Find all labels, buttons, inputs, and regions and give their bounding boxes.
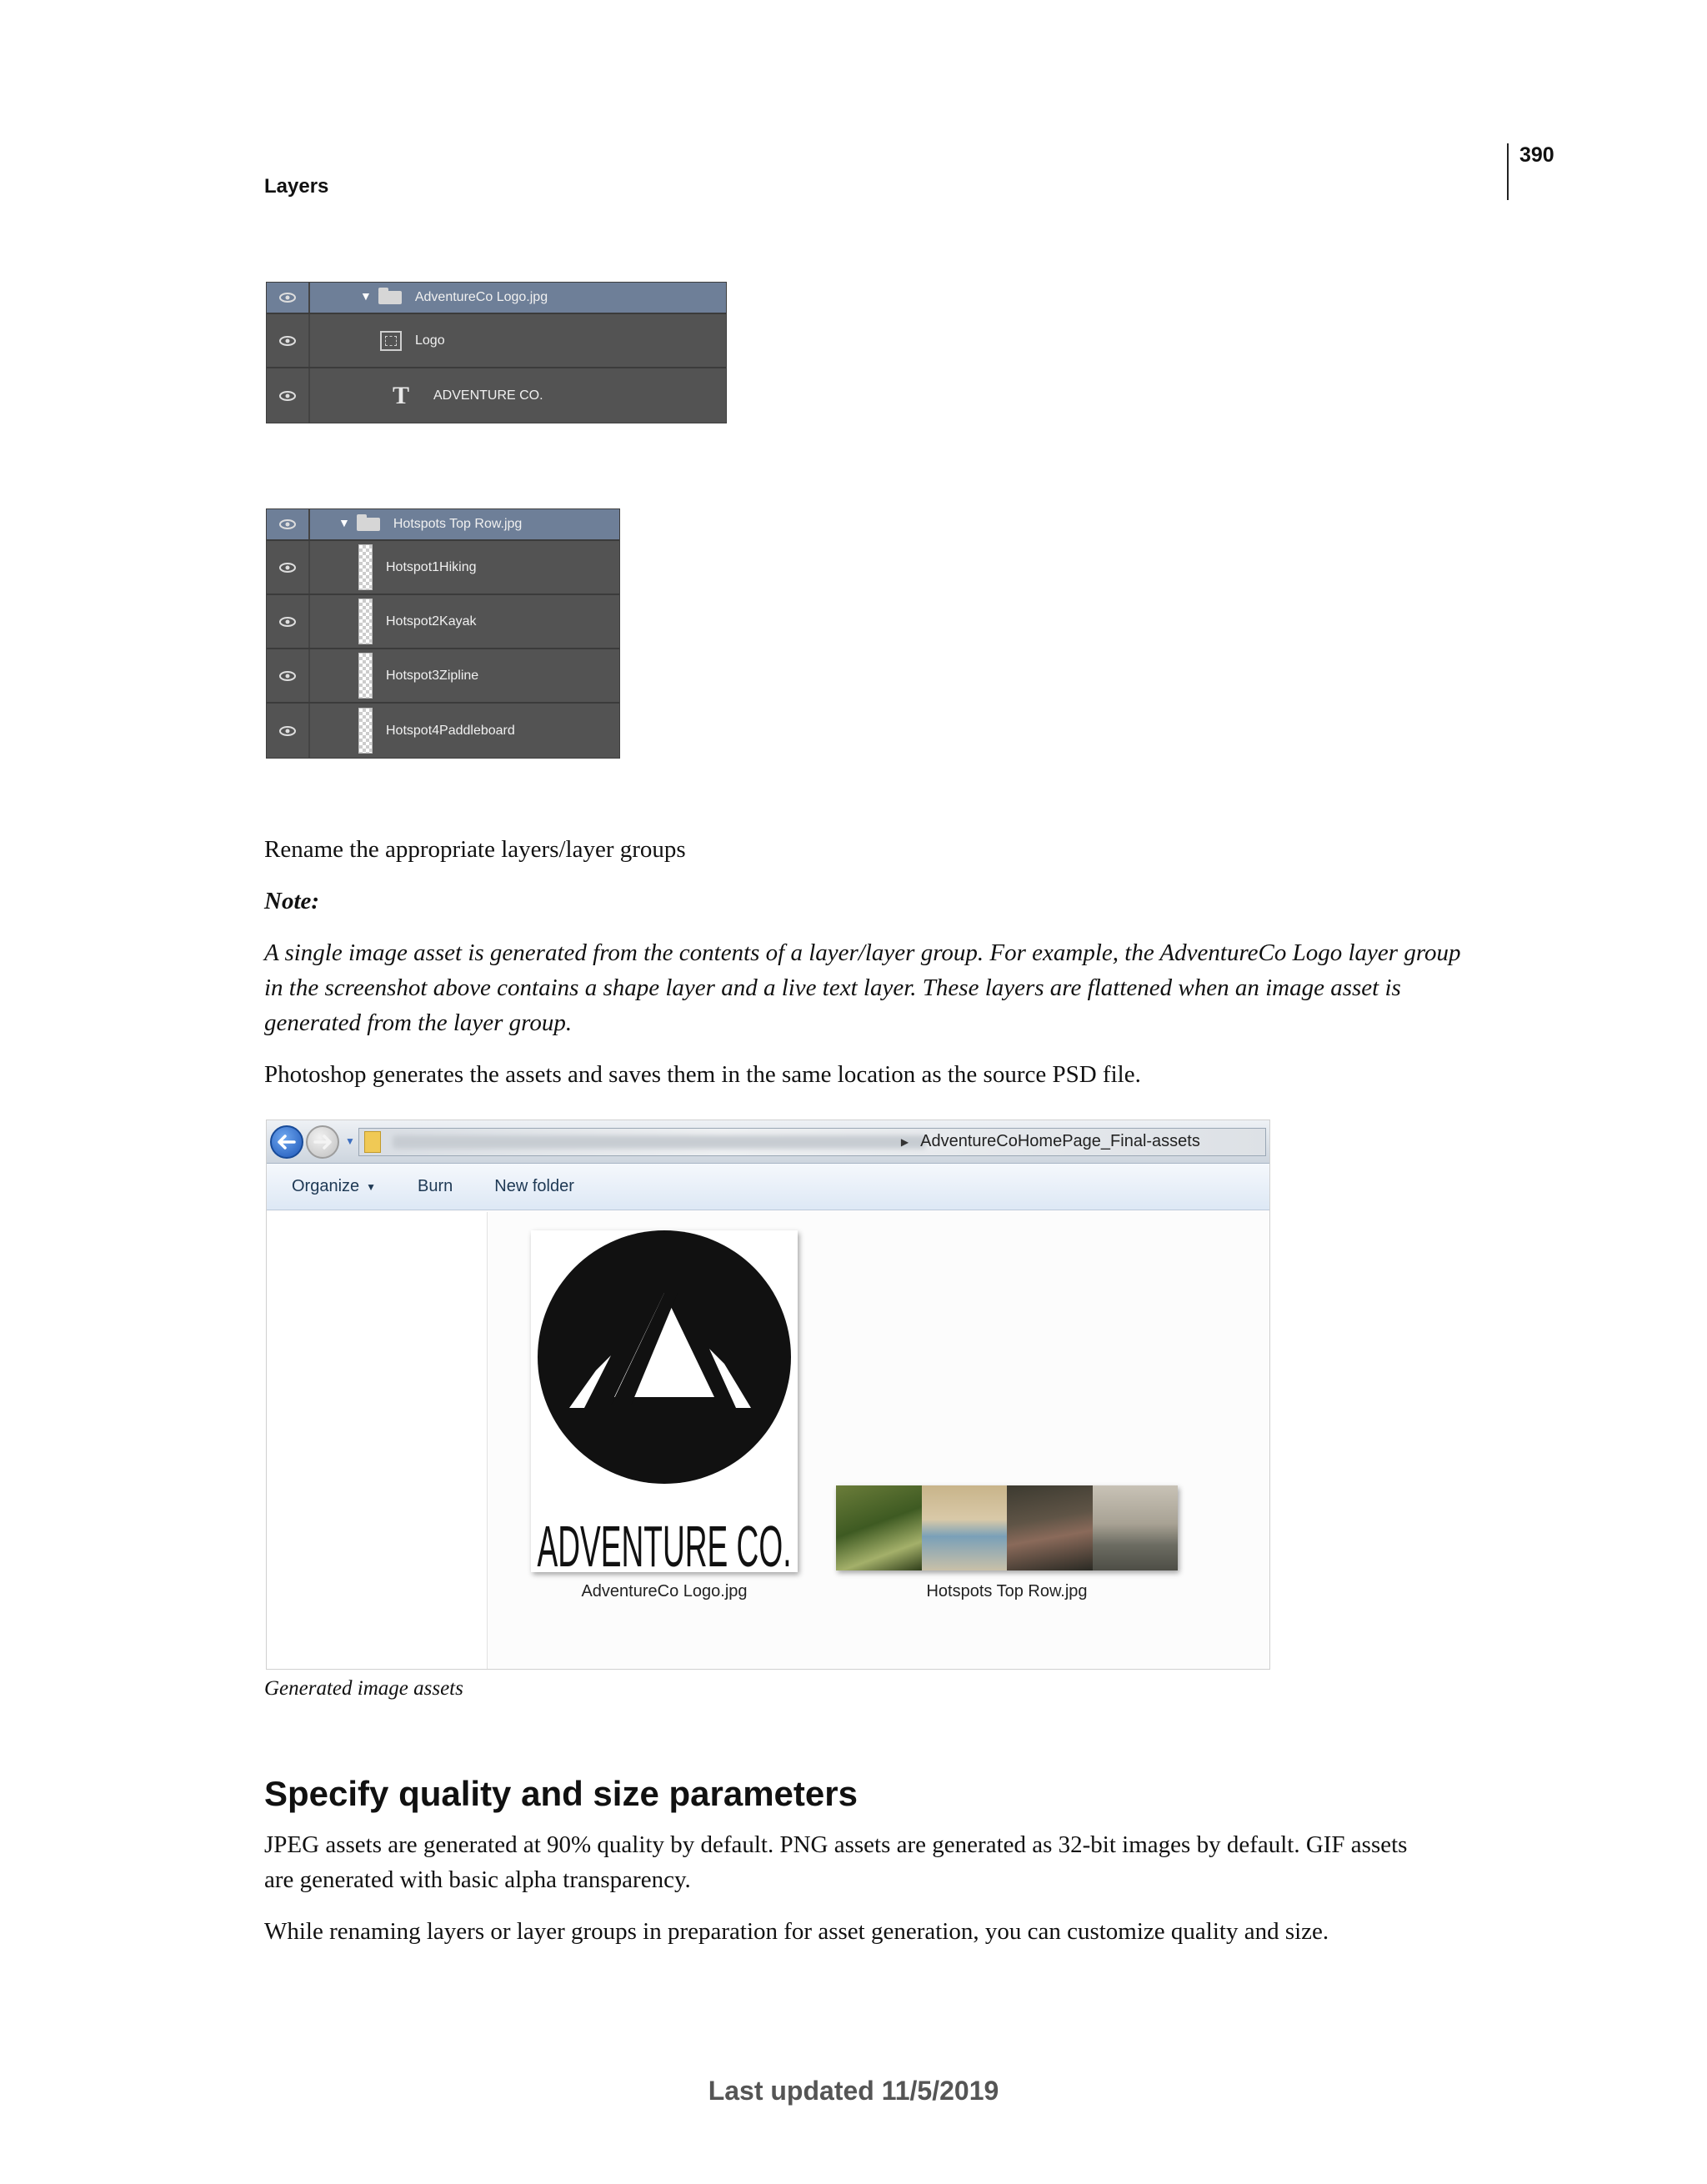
visibility-toggle[interactable]	[267, 283, 310, 313]
visibility-toggle[interactable]	[267, 595, 310, 648]
customize-paragraph: While renaming layers or layer groups in preparation for asset generation, you can customize quality and size.	[264, 1918, 1329, 1945]
folder-icon	[357, 518, 380, 531]
adventure-co-logo-image	[531, 1230, 798, 1579]
note-label: Note:	[264, 888, 320, 914]
hiking-photo	[836, 1485, 922, 1570]
address-field[interactable]	[358, 1128, 1266, 1156]
paddleboard-photo	[1093, 1485, 1179, 1570]
visibility-toggle[interactable]	[267, 509, 310, 539]
layer-group-name: Hotspots Top Row.jpg	[393, 517, 523, 531]
layer-row[interactable]	[267, 541, 619, 595]
layer-group-row[interactable]	[267, 509, 619, 541]
file-name[interactable]: Hotspots Top Row.jpg	[926, 1582, 1088, 1600]
current-folder-name[interactable]: AdventureCoHomePage_Final-assets	[920, 1132, 1200, 1150]
navigation-pane[interactable]	[267, 1212, 488, 1669]
photoshop-paragraph: Photoshop generates the assets and saves them in the same location as the source PSD file.	[264, 1061, 1141, 1088]
expand-triangle-icon[interactable]: ▼	[360, 291, 372, 303]
layer-group-name: AdventureCo Logo.jpg	[414, 290, 548, 304]
footer-last-updated: Last updated 11/5/2019	[708, 2076, 999, 2106]
layer-group-row[interactable]	[267, 283, 726, 314]
section-label: Layers	[264, 175, 329, 198]
back-button[interactable]	[270, 1125, 303, 1159]
eye-icon	[279, 563, 296, 573]
arrow-left-icon	[278, 1135, 296, 1150]
eye-icon	[279, 671, 296, 681]
chevron-down-icon: ▼	[366, 1180, 377, 1193]
eye-icon	[279, 519, 296, 529]
eye-icon	[279, 336, 296, 346]
text-layer-icon: T	[392, 381, 409, 409]
quality-paragraph	[264, 1827, 1506, 1897]
layer-row[interactable]	[267, 595, 619, 649]
paragraph-line: JPEG assets are generated at 90% quality by default. PNG assets are generated as 32-bit images by default. GIF assets	[264, 1831, 1408, 1858]
burn-button[interactable]: Burn	[418, 1177, 453, 1195]
history-dropdown-icon[interactable]: ▼	[345, 1135, 355, 1147]
layer-name: Hotspot1Hiking	[386, 559, 477, 574]
folder-icon	[364, 1131, 381, 1153]
explorer-toolbar	[267, 1164, 1269, 1210]
layer-thumbnail	[358, 599, 373, 644]
figure-caption: Generated image assets	[264, 1677, 463, 1700]
layer-thumbnail	[358, 708, 373, 754]
logo-wordmark: ADVENTURE CO.	[537, 1514, 792, 1579]
file-thumbnail-logo[interactable]	[531, 1230, 798, 1579]
layer-row[interactable]	[267, 649, 619, 704]
new-folder-button[interactable]: New folder	[494, 1177, 574, 1195]
shape-layer-icon	[380, 331, 402, 351]
visibility-toggle[interactable]	[267, 649, 310, 702]
expand-triangle-icon[interactable]: ▼	[338, 518, 350, 530]
forward-button[interactable]	[306, 1125, 339, 1159]
breadcrumb-arrow-icon[interactable]: ▶	[900, 1135, 909, 1148]
zipline-photo	[1007, 1485, 1093, 1570]
arrow-right-icon	[313, 1135, 332, 1150]
folder-icon	[378, 291, 402, 304]
layer-name: Hotspot3Zipline	[386, 668, 479, 683]
note-line: A single image asset is generated from the contents of a layer/layer group. For example, the AdventureCo Logo layer group	[264, 939, 1461, 966]
layers-panel-hotspots	[266, 508, 620, 759]
layer-row[interactable]	[267, 704, 619, 758]
layer-thumbnail	[358, 653, 373, 699]
visibility-toggle[interactable]	[267, 314, 310, 367]
layer-name: Hotspot4Paddleboard	[386, 723, 515, 738]
note-line: generated from the layer group.	[264, 1009, 573, 1036]
kayak-photo	[922, 1485, 1008, 1570]
file-thumbnail-hotspots[interactable]	[836, 1485, 1178, 1570]
layer-thumbnail	[358, 544, 373, 590]
note-line: in the screenshot above contains a shape layer and a live text layer. These layers are flattened when an image asset is	[264, 974, 1401, 1001]
layer-row[interactable]	[267, 314, 726, 368]
layers-panel-logo	[266, 282, 727, 423]
explorer-window	[266, 1120, 1270, 1670]
organize-label: Organize	[292, 1177, 360, 1195]
eye-icon	[279, 617, 296, 627]
layer-name: ADVENTURE CO.	[433, 388, 543, 403]
paragraph-line: are generated with basic alpha transparency.	[264, 1866, 691, 1893]
section-heading: Specify quality and size parameters	[264, 1774, 858, 1813]
layer-name: Hotspot2Kayak	[386, 614, 477, 629]
address-path	[901, 1132, 1200, 1151]
layer-row[interactable]	[267, 368, 726, 423]
layer-name: Logo	[415, 333, 445, 348]
page-number: 390	[1519, 143, 1554, 167]
visibility-toggle[interactable]	[267, 704, 310, 758]
address-bar	[267, 1120, 1269, 1164]
eye-icon	[279, 293, 296, 303]
note-text	[264, 935, 1506, 1040]
eye-icon	[279, 391, 296, 401]
visibility-toggle[interactable]	[267, 368, 310, 423]
file-name[interactable]: AdventureCo Logo.jpg	[581, 1582, 748, 1600]
file-view	[488, 1212, 1269, 1669]
organize-button[interactable]	[292, 1177, 376, 1196]
visibility-toggle[interactable]	[267, 541, 310, 594]
header-rule	[1507, 143, 1509, 200]
eye-icon	[279, 726, 296, 736]
rename-instruction: Rename the appropriate layers/layer groups	[264, 836, 686, 863]
blurred-path	[393, 1135, 926, 1149]
